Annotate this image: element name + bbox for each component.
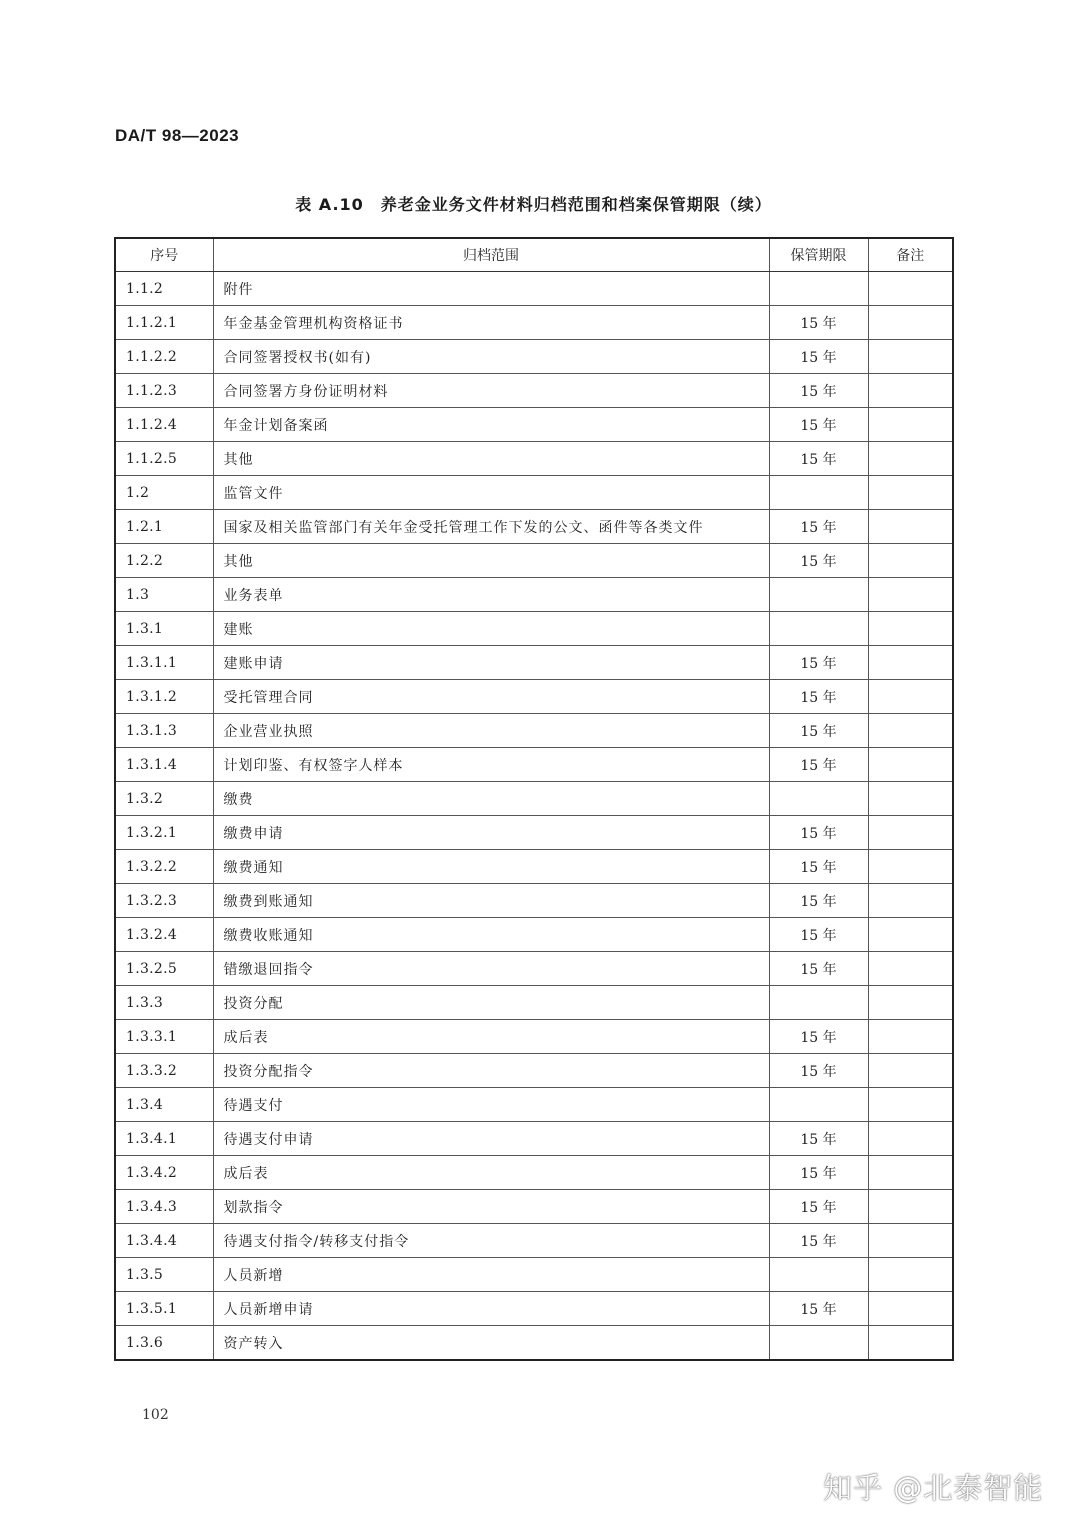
archive-scope-cell: 待遇支付指令/转移支付指令	[213, 1224, 769, 1258]
table-row	[115, 1224, 953, 1258]
remarks-cell	[868, 986, 953, 1020]
table-row	[115, 1258, 953, 1292]
retention-period-cell: 15 年	[769, 306, 868, 340]
remarks-cell	[868, 272, 953, 306]
remarks-cell	[868, 850, 953, 884]
table-title: 表 A.10 养老金业务文件材料归档范围和档案保管期限（续）	[295, 195, 772, 214]
serial-number-cell: 1.3.5.1	[115, 1292, 213, 1326]
document-code: DA/T 98—2023	[115, 126, 240, 145]
serial-number-cell: 1.3.1.4	[115, 748, 213, 782]
remarks-cell	[868, 1156, 953, 1190]
serial-number-cell: 1.3.2.5	[115, 952, 213, 986]
archive-scope-cell: 缴费	[213, 782, 769, 816]
archive-scope-cell: 成后表	[213, 1020, 769, 1054]
remarks-cell	[868, 1258, 953, 1292]
serial-number-cell: 1.3.5	[115, 1258, 213, 1292]
table-row	[115, 1156, 953, 1190]
serial-number-cell: 1.3.4.1	[115, 1122, 213, 1156]
serial-number-cell: 1.3.2.3	[115, 884, 213, 918]
serial-number-cell: 1.3.2.1	[115, 816, 213, 850]
remarks-cell	[868, 782, 953, 816]
retention-period-cell	[769, 476, 868, 510]
serial-number-cell: 1.3.4.3	[115, 1190, 213, 1224]
retention-period-cell: 15 年	[769, 714, 868, 748]
archive-scope-cell: 建账申请	[213, 646, 769, 680]
serial-number-cell: 1.3.1.1	[115, 646, 213, 680]
table-row	[115, 408, 953, 442]
archive-scope-cell: 受托管理合同	[213, 680, 769, 714]
retention-period-cell: 15 年	[769, 1020, 868, 1054]
table-row	[115, 680, 953, 714]
retention-period-cell	[769, 1088, 868, 1122]
table-row	[115, 1292, 953, 1326]
serial-number-cell: 1.3	[115, 578, 213, 612]
remarks-cell	[868, 510, 953, 544]
header-remarks: 备注	[868, 238, 953, 272]
table-row	[115, 612, 953, 646]
serial-number-cell: 1.3.2.2	[115, 850, 213, 884]
remarks-cell	[868, 578, 953, 612]
remarks-cell	[868, 408, 953, 442]
remarks-cell	[868, 748, 953, 782]
table-header-row	[115, 238, 953, 272]
table-row	[115, 510, 953, 544]
watermark: 知乎 @北泰智能	[823, 1471, 1044, 1505]
archive-scope-cell: 待遇支付申请	[213, 1122, 769, 1156]
serial-number-cell: 1.3.4	[115, 1088, 213, 1122]
remarks-cell	[868, 1020, 953, 1054]
table-row	[115, 1326, 953, 1361]
archive-scope-cell: 人员新增	[213, 1258, 769, 1292]
retention-period-cell	[769, 272, 868, 306]
remarks-cell	[868, 1326, 953, 1361]
table-row	[115, 1190, 953, 1224]
serial-number-cell: 1.2.2	[115, 544, 213, 578]
serial-number-cell: 1.3.2	[115, 782, 213, 816]
table-row	[115, 442, 953, 476]
archive-scope-cell: 合同签署方身份证明材料	[213, 374, 769, 408]
archive-table	[114, 237, 954, 1361]
retention-period-cell: 15 年	[769, 952, 868, 986]
retention-period-cell: 15 年	[769, 408, 868, 442]
remarks-cell	[868, 306, 953, 340]
retention-period-cell	[769, 1258, 868, 1292]
archive-scope-cell: 监管文件	[213, 476, 769, 510]
archive-scope-cell: 划款指令	[213, 1190, 769, 1224]
retention-period-cell: 15 年	[769, 442, 868, 476]
remarks-cell	[868, 374, 953, 408]
retention-period-cell: 15 年	[769, 680, 868, 714]
table-row	[115, 714, 953, 748]
remarks-cell	[868, 918, 953, 952]
archive-scope-cell: 年金基金管理机构资格证书	[213, 306, 769, 340]
retention-period-cell	[769, 986, 868, 1020]
table-body	[115, 272, 953, 1361]
archive-scope-cell: 投资分配指令	[213, 1054, 769, 1088]
archive-scope-cell: 建账	[213, 612, 769, 646]
serial-number-cell: 1.1.2	[115, 272, 213, 306]
remarks-cell	[868, 442, 953, 476]
serial-number-cell: 1.1.2.3	[115, 374, 213, 408]
remarks-cell	[868, 476, 953, 510]
serial-number-cell: 1.3.4.2	[115, 1156, 213, 1190]
retention-period-cell: 15 年	[769, 1190, 868, 1224]
serial-number-cell: 1.3.1.3	[115, 714, 213, 748]
serial-number-cell: 1.1.2.5	[115, 442, 213, 476]
remarks-cell	[868, 714, 953, 748]
archive-scope-cell: 缴费收账通知	[213, 918, 769, 952]
header-serial-number: 序号	[115, 238, 213, 272]
remarks-cell	[868, 1224, 953, 1258]
table-row	[115, 782, 953, 816]
table-row	[115, 884, 953, 918]
table-row	[115, 578, 953, 612]
remarks-cell	[868, 1088, 953, 1122]
table-row	[115, 306, 953, 340]
serial-number-cell: 1.2.1	[115, 510, 213, 544]
table-row	[115, 986, 953, 1020]
archive-scope-cell: 缴费申请	[213, 816, 769, 850]
table-row	[115, 748, 953, 782]
remarks-cell	[868, 544, 953, 578]
serial-number-cell: 1.3.3.1	[115, 1020, 213, 1054]
retention-period-cell: 15 年	[769, 1054, 868, 1088]
retention-period-cell: 15 年	[769, 748, 868, 782]
archive-scope-cell: 投资分配	[213, 986, 769, 1020]
serial-number-cell: 1.1.2.2	[115, 340, 213, 374]
retention-period-cell	[769, 782, 868, 816]
archive-scope-cell: 国家及相关监管部门有关年金受托管理工作下发的公文、函件等各类文件	[213, 510, 769, 544]
retention-period-cell: 15 年	[769, 884, 868, 918]
retention-period-cell: 15 年	[769, 850, 868, 884]
table-row	[115, 850, 953, 884]
archive-scope-cell: 企业营业执照	[213, 714, 769, 748]
serial-number-cell: 1.1.2.4	[115, 408, 213, 442]
archive-scope-cell: 年金计划备案函	[213, 408, 769, 442]
table-row	[115, 952, 953, 986]
remarks-cell	[868, 952, 953, 986]
table-row	[115, 816, 953, 850]
archive-scope-cell: 成后表	[213, 1156, 769, 1190]
serial-number-cell: 1.2	[115, 476, 213, 510]
table-row	[115, 1088, 953, 1122]
serial-number-cell: 1.3.6	[115, 1326, 213, 1361]
archive-scope-cell: 错缴退回指令	[213, 952, 769, 986]
archive-scope-cell: 合同签署授权书(如有)	[213, 340, 769, 374]
remarks-cell	[868, 1054, 953, 1088]
remarks-cell	[868, 1122, 953, 1156]
table-row	[115, 1020, 953, 1054]
archive-scope-cell: 缴费通知	[213, 850, 769, 884]
table-row	[115, 1122, 953, 1156]
archive-scope-cell: 附件	[213, 272, 769, 306]
retention-period-cell	[769, 578, 868, 612]
remarks-cell	[868, 1292, 953, 1326]
header-archive-scope: 归档范围	[213, 238, 769, 272]
retention-period-cell: 15 年	[769, 1224, 868, 1258]
retention-period-cell: 15 年	[769, 918, 868, 952]
serial-number-cell: 1.1.2.1	[115, 306, 213, 340]
retention-period-cell: 15 年	[769, 544, 868, 578]
serial-number-cell: 1.3.3	[115, 986, 213, 1020]
table-row	[115, 272, 953, 306]
retention-period-cell: 15 年	[769, 510, 868, 544]
remarks-cell	[868, 884, 953, 918]
retention-period-cell: 15 年	[769, 1156, 868, 1190]
retention-period-cell	[769, 1326, 868, 1361]
archive-scope-cell: 缴费到账通知	[213, 884, 769, 918]
retention-period-cell: 15 年	[769, 646, 868, 680]
remarks-cell	[868, 1190, 953, 1224]
table-row	[115, 340, 953, 374]
archive-scope-cell: 计划印鉴、有权签字人样本	[213, 748, 769, 782]
serial-number-cell: 1.3.3.2	[115, 1054, 213, 1088]
table-row	[115, 646, 953, 680]
header-retention-period: 保管期限	[769, 238, 868, 272]
retention-period-cell: 15 年	[769, 340, 868, 374]
archive-scope-cell: 资产转入	[213, 1326, 769, 1361]
table-row	[115, 476, 953, 510]
archive-scope-cell: 其他	[213, 442, 769, 476]
remarks-cell	[868, 816, 953, 850]
serial-number-cell: 1.3.1	[115, 612, 213, 646]
table-row	[115, 918, 953, 952]
serial-number-cell: 1.3.2.4	[115, 918, 213, 952]
retention-period-cell: 15 年	[769, 816, 868, 850]
remarks-cell	[868, 612, 953, 646]
serial-number-cell: 1.3.4.4	[115, 1224, 213, 1258]
retention-period-cell	[769, 612, 868, 646]
page-number: 102	[142, 1407, 169, 1423]
archive-scope-cell: 待遇支付	[213, 1088, 769, 1122]
remarks-cell	[868, 680, 953, 714]
table-row	[115, 374, 953, 408]
remarks-cell	[868, 340, 953, 374]
table-row	[115, 544, 953, 578]
archive-scope-cell: 业务表单	[213, 578, 769, 612]
table-row	[115, 1054, 953, 1088]
remarks-cell	[868, 646, 953, 680]
retention-period-cell: 15 年	[769, 1122, 868, 1156]
archive-scope-cell: 人员新增申请	[213, 1292, 769, 1326]
retention-period-cell: 15 年	[769, 1292, 868, 1326]
retention-period-cell: 15 年	[769, 374, 868, 408]
archive-scope-cell: 其他	[213, 544, 769, 578]
serial-number-cell: 1.3.1.2	[115, 680, 213, 714]
